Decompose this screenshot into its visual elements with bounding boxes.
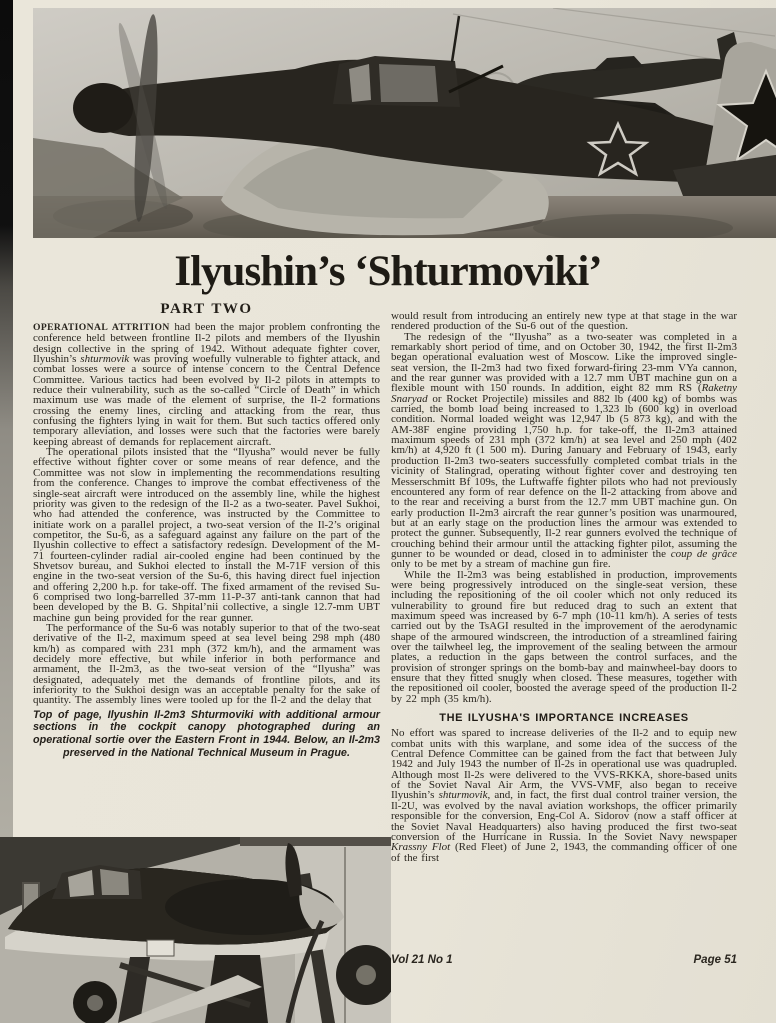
page-number: Page 51 [693,954,737,966]
paragraph: The redesign of the “Ilyusha” as a two-seater was completed in a remarkably short period of time, and on October 30, 1942, the first Il-2m3 began operational evaluation west of Moscow. Like the improved single-seat version, the Il-2m3 had two fixed forward-firing 23-mm VYa cannon, and the rear gunner was provided with a 12.7 mm UBT machine gun on a flexible mount with 150 rounds. In addition, eight 82 mm RS (Raketny Snaryad or Rocket Projectile) missiles and 882 lb (400 kg) of bombs was carried, the bomb load being increased to 1,323 lb (600 kg) in overload condition. Normal loaded weight was 12,947 lb (5 873 kg), and with the AM-38F engine providing 1,750 h.p. for take-off, the Il-2m3 attained maximum speeds of 231 mph (372 km/h) at sea level and 250 mph (402 km/h) at 4,920 ft (1 500 m). During January and February of 1943, early production Il-2m3 two-seaters successfully completed combat trials in the vicinity of Stalingrad, operating without fighter cover and destroying ten Messerschmitt Bf 109s, the Luftwaffe fighter pilots who had not previously encountered any form of rear defence on the Il-2 attacking from above and to the rear and receiving a burst from the 12.7 mm UBT machine gun. On early production Il-2m3 aircraft the rear gunner’s position was unarmoured, but at an early stage on the production lines the armour was extended to protect the gunner. Subsequently, Il-2 rear gunners evolved the technique of crouching behind their armour until the attacking fighter pilot, assuming the gunner to be wounded or dead, closed in to administer the coup de grâce only to be met by a stream of machine gun fire. [391,330,737,571]
right-column [391,311,737,863]
left-column [33,301,380,759]
photo-caption: Top of page, Ilyushin Il-2m3 Shturmoviki with additional armour sections in the cockpit canopy photographed during an operational sortie over the Eastern Front in 1944. Below, an Il-2m3 preserved in the National Technical Museum in Prague. [33,708,380,759]
paragraph: While the Il-2m3 was being established in production, improvements were being progressively introduced on the single-seat version, these including the repositioning of the oil cooler which not only reduced its vulnerability to ground fire but reduced drag to such an extent that maximum speed was increased by 6-7 mph (10-11 km/h). A series of tests carried out by the TsAGI resulted in the improvement of the aerodynamic shape of the armoured windscreen, the introduction of a streamlined fairing over the tailwheel leg, the improvement of the sealing between the armour plates, a reduction in the gaps between the control surfaces, and the provision of stronger springs on the bomb-bay and mainwheel-bay doors to ensure that they fitted snugly when closed. These measures, together with the repositioned oil cooler, boosted the average speed of the production Il-2 by 22 mph (35 km/h). [391,568,737,705]
top-photo-illustration [33,8,776,238]
bottom-photo-illustration [0,837,391,1023]
part-heading: PART TWO [160,301,253,317]
top-photo-il2-flight [33,8,776,238]
paragraph: would result from introducing an entirely new type at that stage in the war rendered production of the Su-6 out of the question. [391,310,737,333]
volume-label: Vol 21 No 1 [391,954,453,966]
paragraph: The performance of the Su-6 was notably superior to that of the two-seat derivative of the Il-2, maximum speed at sea level being 298 mph (480 km/h) as compared with 231 mph (372 km/h), and the armament was decidely more effective, but while inferior in both performance and armament, the Il-2m3, as the two-seat version of the “Ilyusha” was designated, adequately met the demands of frontline pilots, and its inferiority to the Sukhoi design was an acceptable penalty for the sake of quantity. The assembly lines were tooled up for the Il-2 and the delay that [33,621,380,707]
article-title: Ilyushin’s ‘Shturmoviki’ [174,248,602,295]
paragraph: OPERATIONAL ATTRITION had been the major problem confronting the conference held between frontline Il-2 pilots and members of the Ilyushin design collective in the spring of 1942. Without adequate fighter cover, Ilyushin’s shturmovik was proving woefully vulnerable to fighter attack, and combat losses were a source of intense concern to the Central Defence Committee. Various tactics had been evolved by Il-2 pilots in attempts to reduce their vulnerability, such as the so-called “Circle of Death” in which maximum use was made of the element of surprise, the Il-2 formations crossing the enemy lines, circling and attacking from the rear, thus confusing the fighters lying in wait for them. But such tactics offered only temporary alleviation, and losses were such that the factories were barely keeping abreast of demands for replacement aircraft. [33,321,380,448]
page-footer [391,954,737,966]
bottom-photo-il2-museum [0,837,391,1023]
paragraph: No effort was spared to increase deliveries of the Il-2 and to equip new combat units with this warplane, and some idea of the success of the Central Defence Committee can be gained from the fact that between July 1942 and July 1943 the number of Il-2s in operational use was quadrupled. Although most Il-2s were delivered to the VVS-RKKA, shore-based units of the Soviet Naval Air Arm, the VVS-VMF, also began to receive Ilyushin’s shturmovik, and, in fact, the first dual control trainer version, the Il-2U, was evolved by the naval aviation workshops, the officer primarily responsible for the conversion, Eng-Col A. Sidorov (now a staff officer at the Soviet Naval Headquarters) also having produced the first two-seat conversion of the Hurricane in Russia. In the Soviet Navy newspaper Krassny Flot (Red Fleet) of June 2, 1943, the commanding officer of one of the first [391,727,737,864]
section-heading: THE ILYUSHA'S IMPORTANCE INCREASES [439,712,689,725]
paragraph: The operational pilots insisted that the “Ilyusha” would never be fully effective without fighter cover or some means of rear defence, and the Committee was not slow in implementing the recommendations resulting from the conference. Changes to improve the combat effectiveness of the single-seat aircraft were introduced on the assembly line, while the highest priority was given to the redesign of the Il-2 as a two-seater. Pavel Sukhoi, who had attended the conference, was instructed by the Committee to initiate work on a parallel project, a two-seat version of the Il-2’s original competitor, the Su-6, as a safeguard against any failure on the part of the Ilyushin collective to effect a satisfactory redesign. Development of the M-71 fourteen-cylinder radial air-cooled engine had been continued by the Shvetsov bureau, and Sukhoi elected to install the M-71F version of this engine in the two-seat version of the Su-6, this having direct fuel injection and offering 2,200 h.p. for take-off. The fixed armament of the revised Su-6 comprised two long-barrelled 37-mm 11-P-37 anti-tank cannon that had been developed by the B. G. Shpital’nii collective, a single 12.7-mm UBT machine gun being provided for the rear gunner. [33,446,380,624]
